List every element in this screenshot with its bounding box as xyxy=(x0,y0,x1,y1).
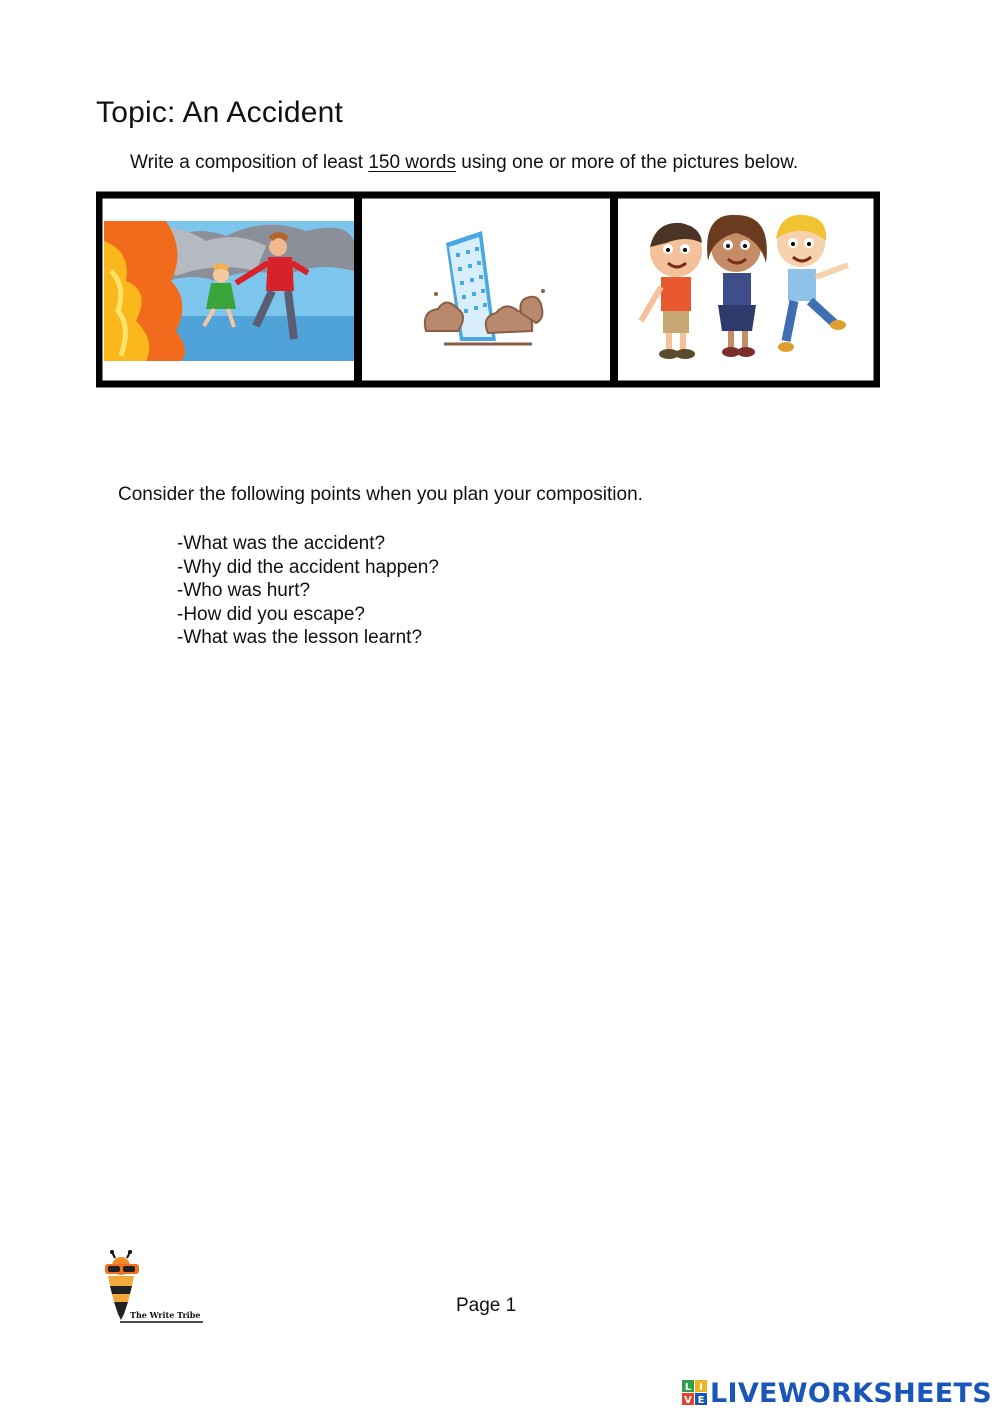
instruction-text xyxy=(130,152,798,174)
points-list xyxy=(177,532,439,650)
brand-mark-letter: V xyxy=(684,1395,692,1406)
liveworksheets-brand: LIVEWORKSHEETS xyxy=(709,1377,992,1409)
list-item: -What was the accident? xyxy=(177,533,386,554)
liveworksheets-watermark xyxy=(682,1375,992,1411)
consider-heading: Consider the following points when you plan your composition. xyxy=(118,484,643,505)
fire-escape-illustration xyxy=(104,221,354,361)
brand-mark-letter: E xyxy=(697,1395,705,1406)
list-item: -What was the lesson learnt? xyxy=(177,627,423,648)
list-item: -Why did the accident happen? xyxy=(177,556,439,578)
word-count-requirement: 150 words xyxy=(368,152,456,173)
collapsing-building-icon xyxy=(425,231,545,344)
brand-mark-letter: I xyxy=(699,1382,703,1393)
three-children-illustration xyxy=(641,215,848,359)
list-item: -Who was hurt? xyxy=(177,580,311,601)
list-item: -How did you escape? xyxy=(177,603,365,625)
instruction-before: Write a composition of least xyxy=(130,152,369,173)
page-title: Topic: An Accident xyxy=(96,96,344,129)
page-number: Page 1 xyxy=(456,1295,517,1316)
logo-text: The Write Tribe xyxy=(130,1310,201,1320)
liveworksheets-logo-mark xyxy=(682,1380,708,1406)
write-tribe-logo xyxy=(100,1250,208,1328)
brand-mark-letter: L xyxy=(684,1382,692,1393)
picture-strip xyxy=(96,191,880,388)
instruction-after: using one or more of the pictures below. xyxy=(455,152,799,173)
